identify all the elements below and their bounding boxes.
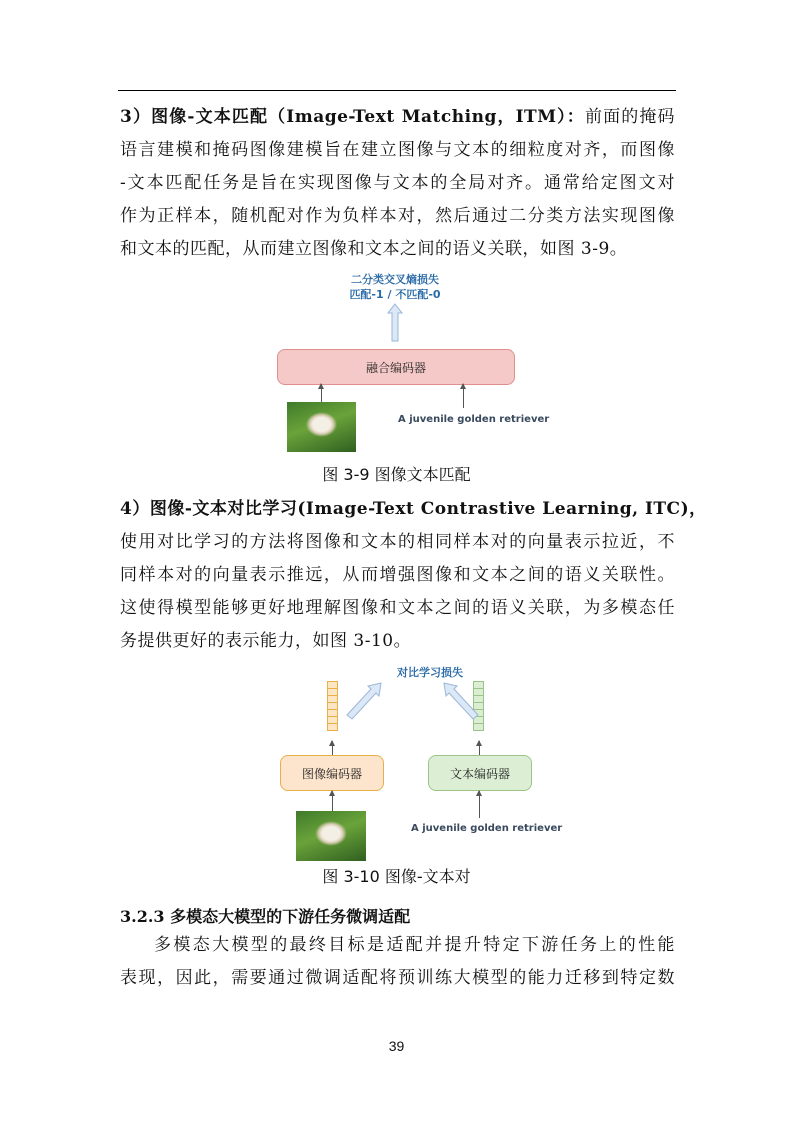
contrastive-loss-title: 对比学习损失: [397, 666, 463, 679]
itm-line-2: 语言建模和掩码图像建模旨在建立图像与文本的细粒度对齐，而图像: [120, 140, 675, 160]
text-input: A juvenile golden retriever: [398, 414, 550, 425]
diagonal-arrow-right-icon: [440, 680, 480, 722]
itm-line-5: 和文本的匹配，从而建立图像和文本之间的语义关联，如图 3-9。: [120, 239, 628, 259]
body-line-2: 表现，因此，需要通过微调适配将预训练大模型的能力迁移到特定数: [120, 968, 675, 988]
section-heading-3-2-3: 3.2.3 多模态大模型的下游任务微调适配: [120, 907, 411, 926]
arrow-image-to-encoder: [321, 384, 322, 402]
itc-line-3: 同样本对的向量表示推远，从而增强图像和文本之间的语义关联性。: [120, 565, 675, 585]
up-arrow-icon: [386, 303, 404, 343]
arrow-image-to-image-encoder: [332, 791, 333, 811]
itm-line-4: 作为正样本，随机配对作为负样本对，然后通过二分类方法实现图像: [120, 206, 675, 226]
fusion-encoder-box: 融合编码器: [277, 349, 515, 385]
arrow-image-encoder-to-vector: [332, 741, 333, 755]
figure-3-9-caption: 图 3-9 图像文本匹配: [322, 465, 471, 484]
page-number: 39: [388, 1038, 405, 1054]
text-encoder-box: 文本编码器: [428, 755, 532, 791]
itc-line-2: 使用对比学习的方法将图像和文本的相同样本对的向量表示拉近，不: [120, 532, 675, 552]
image-encoder-box: 图像编码器: [280, 755, 384, 791]
itc-heading: 4）图像-文本对比学习(Image-Text Contrastive Learning, ITC)，: [120, 499, 707, 519]
dog-image: [296, 811, 366, 861]
itm-line-1: 3）图像-文本匹配（Image-Text Matching，ITM）：前面的掩码: [120, 107, 676, 127]
dog-image: [287, 402, 356, 452]
itm-heading: 3）图像-文本匹配（Image-Text Matching，ITM）：: [120, 107, 585, 127]
itc-line-1: [120, 499, 707, 519]
arrow-text-encoder-to-vector: [479, 741, 480, 755]
itm-line-3: -文本匹配任务是旨在实现图像与文本的全局对齐。通常给定图文对: [120, 173, 675, 193]
body-line-1: 多模态大模型的最终目标是适配并提升特定下游任务上的性能: [154, 935, 675, 955]
itc-line-5: 务提供更好的表示能力，如图 3-10。: [120, 631, 412, 651]
header-rule: [118, 90, 676, 91]
itc-line-4: 这使得模型能够更好地理解图像和文本之间的语义关联，为多模态任: [120, 598, 675, 618]
figure-3-10-caption: 图 3-10 图像-文本对: [322, 867, 471, 886]
arrow-text-to-encoder: [463, 384, 464, 408]
image-vector: [327, 682, 338, 731]
diagonal-arrow-left-icon: [345, 680, 385, 722]
text-input: A juvenile golden retriever: [411, 823, 563, 834]
loss-subtitle: 匹配-1 / 不匹配-0: [349, 288, 441, 301]
loss-title: 二分类交叉熵损失: [351, 273, 439, 286]
arrow-text-to-text-encoder: [479, 791, 480, 818]
